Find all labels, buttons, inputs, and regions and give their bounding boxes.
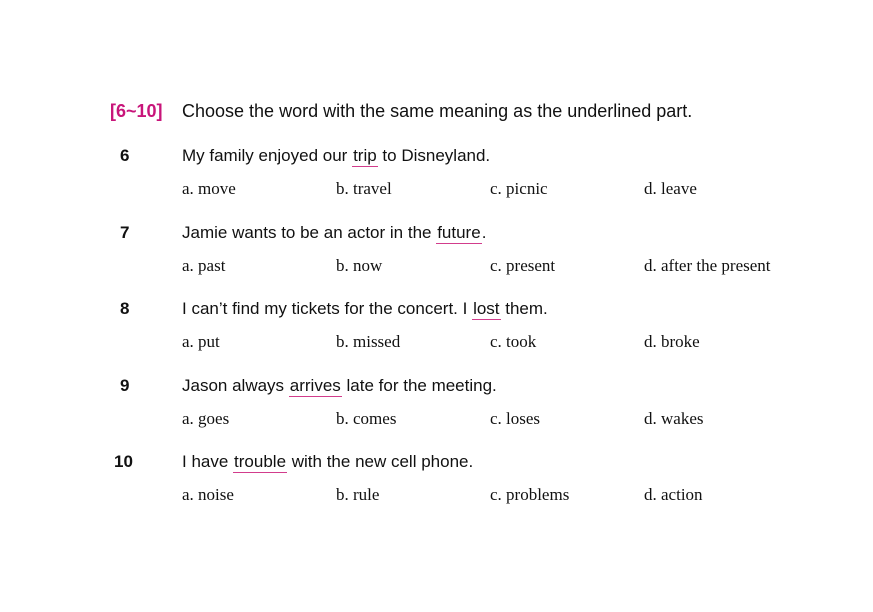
choice-c[interactable]: c. picnic: [490, 179, 548, 198]
choice-a[interactable]: a. past: [182, 256, 226, 275]
question-number: 6: [120, 146, 130, 165]
question-10: [114, 452, 840, 505]
question-text-before: Jamie wants to be an actor in the: [182, 223, 437, 242]
question-number: 7: [120, 223, 130, 242]
choice-b[interactable]: b. missed: [336, 332, 401, 351]
choice-a[interactable]: a. move: [182, 179, 236, 198]
question-text: [182, 452, 473, 473]
question-number: 8: [120, 299, 130, 318]
answer-choices: [182, 179, 840, 199]
underlined-word: trouble: [234, 452, 287, 471]
choice-b[interactable]: b. comes: [336, 409, 397, 428]
instruction-header: [110, 98, 692, 124]
choice-b[interactable]: b. rule: [336, 485, 380, 504]
question-text-after: them.: [500, 299, 548, 318]
choice-d[interactable]: d. action: [644, 485, 703, 504]
answer-choices: [182, 409, 840, 429]
question-8: [120, 299, 840, 352]
question-text-before: My family enjoyed our: [182, 146, 353, 165]
instruction-text: Choose the word with the same meaning as the underlined part.: [182, 100, 693, 121]
question-6: [120, 146, 840, 199]
question-9: [120, 376, 840, 429]
answer-choices: [182, 256, 840, 276]
question-range-label: [6~10]: [110, 100, 163, 121]
underlined-word: arrives: [289, 376, 341, 395]
question-line: [114, 452, 840, 476]
question-text: [182, 223, 486, 244]
question-number: 10: [114, 452, 133, 471]
answer-choices: [182, 485, 840, 505]
choice-d[interactable]: d. after the present: [644, 256, 771, 275]
choice-c[interactable]: c. loses: [490, 409, 541, 428]
question-text-after: .: [481, 223, 487, 242]
underlined-word: future: [437, 223, 481, 242]
question-text-before: Jason always: [182, 376, 289, 395]
choice-c[interactable]: c. present: [490, 256, 556, 275]
choice-d[interactable]: d. wakes: [644, 409, 704, 428]
choice-d[interactable]: d. broke: [644, 332, 700, 351]
choice-a[interactable]: a. goes: [182, 409, 230, 428]
question-line: [120, 146, 840, 170]
choice-a[interactable]: a. noise: [182, 485, 234, 504]
underlined-word: trip: [353, 146, 377, 165]
question-text-before: I have: [182, 452, 234, 471]
question-number: 9: [120, 376, 130, 395]
question-line: [120, 299, 840, 323]
choice-b[interactable]: b. travel: [336, 179, 392, 198]
question-text-after: with the new cell phone.: [287, 452, 474, 471]
choice-b[interactable]: b. now: [336, 256, 383, 275]
question-text-after: late for the meeting.: [341, 376, 497, 395]
answer-choices: [182, 332, 840, 352]
question-text-after: to Disneyland.: [377, 146, 491, 165]
choice-d[interactable]: d. leave: [644, 179, 697, 198]
choice-c[interactable]: c. took: [490, 332, 537, 351]
choice-c[interactable]: c. problems: [490, 485, 570, 504]
underlined-word: lost: [473, 299, 500, 318]
question-line: [120, 376, 840, 400]
question-text: [182, 299, 548, 320]
question-text: [182, 146, 490, 167]
question-line: [120, 223, 840, 247]
question-text-before: I can’t find my tickets for the concert. I: [182, 299, 473, 318]
question-7: [120, 223, 840, 276]
question-text: [182, 376, 497, 397]
choice-a[interactable]: a. put: [182, 332, 220, 351]
